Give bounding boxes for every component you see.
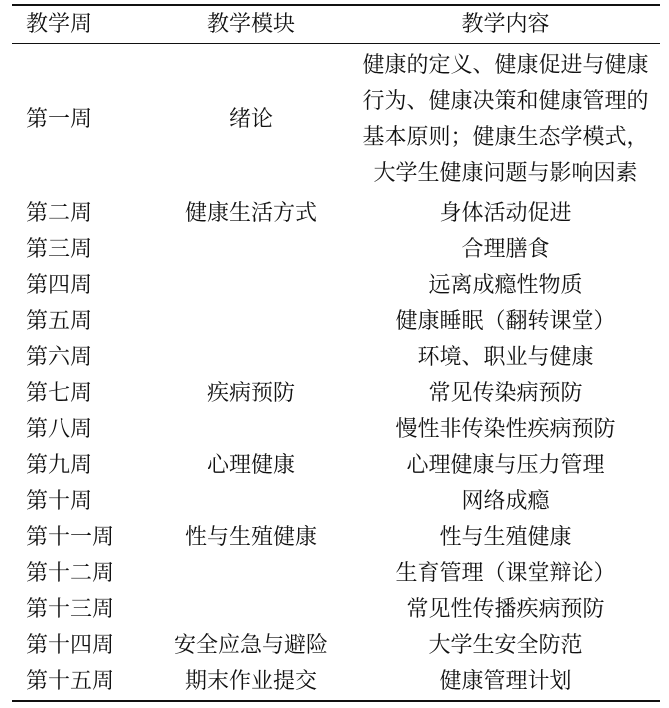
content-line: 常见性传播疾病预防 — [406, 597, 605, 622]
cell-module — [151, 412, 351, 448]
cell-module — [151, 484, 351, 520]
header-row — [12, 5, 660, 44]
cell-week: 第四周 — [26, 273, 93, 298]
cell-content — [351, 340, 660, 376]
table-row — [12, 304, 660, 340]
cell-week: 第十一周 — [26, 525, 115, 550]
cell-week: 第一周 — [26, 107, 93, 132]
content-line: 大学生安全防范 — [428, 633, 583, 658]
table-row — [12, 592, 660, 628]
table-row — [12, 268, 660, 304]
cell-week: 第二周 — [26, 201, 93, 226]
content-line: 生育管理（课堂辩论） — [395, 561, 616, 586]
content-line: 网络成瘾 — [461, 489, 550, 514]
cell-content — [351, 196, 660, 232]
cell-week: 第六周 — [26, 345, 93, 370]
cell-content — [351, 520, 660, 556]
cell-module — [151, 268, 351, 304]
cell-week: 第十五周 — [26, 669, 115, 694]
content-line: 合理膳食 — [461, 237, 550, 262]
content-line: 身体活动促进 — [439, 201, 572, 226]
cell-content — [351, 448, 660, 484]
cell-module: 安全应急与避险 — [173, 633, 328, 658]
table-row — [12, 232, 660, 268]
content-line: 性与生殖健康 — [439, 525, 572, 550]
cell-content — [351, 628, 660, 664]
teaching-schedule-table — [12, 4, 660, 702]
cell-content — [351, 412, 660, 448]
cell-module: 绪论 — [228, 107, 273, 132]
table-row — [12, 44, 660, 197]
cell-module: 期末作业提交 — [184, 669, 317, 694]
table-row — [12, 556, 660, 592]
cell-content — [351, 484, 660, 520]
content-line: 常见传染病预防 — [428, 381, 583, 406]
content-line: 慢性非传染性疾病预防 — [395, 417, 616, 442]
cell-module: 疾病预防 — [206, 381, 295, 406]
cell-module — [151, 232, 351, 268]
cell-week: 第十三周 — [26, 597, 115, 622]
cell-week: 第三周 — [26, 237, 93, 262]
table-row — [12, 340, 660, 376]
cell-module — [151, 592, 351, 628]
table-header — [12, 5, 660, 44]
cell-content — [351, 304, 660, 340]
cell-content — [351, 232, 660, 268]
table-row — [12, 664, 660, 701]
cell-week: 第十二周 — [26, 561, 115, 586]
content-line: 行为、健康决策和健康管理的 — [362, 89, 649, 114]
header-week: 教学周 — [26, 11, 93, 37]
header-module: 教学模块 — [206, 11, 295, 37]
schedule-table-wrapper — [12, 4, 660, 702]
content-line: 心理健康与压力管理 — [406, 453, 605, 478]
cell-week: 第九周 — [26, 453, 93, 478]
content-line: 环境、职业与健康 — [417, 345, 594, 370]
cell-content — [351, 592, 660, 628]
cell-content — [351, 664, 660, 701]
content-line: 大学生健康问题与影响因素 — [373, 161, 638, 186]
cell-content — [351, 268, 660, 304]
cell-module: 健康生活方式 — [184, 201, 317, 226]
cell-week: 第五周 — [26, 309, 93, 334]
table-row — [12, 628, 660, 664]
cell-week: 第八周 — [26, 417, 93, 442]
table-row — [12, 412, 660, 448]
cell-module — [151, 340, 351, 376]
content-line: 健康管理计划 — [439, 669, 572, 694]
cell-module: 性与生殖健康 — [184, 525, 317, 550]
table-row — [12, 484, 660, 520]
content-line: 健康的定义、健康促进与健康 — [362, 53, 649, 78]
cell-content — [351, 556, 660, 592]
table-body — [12, 44, 660, 702]
header-content: 教学内容 — [461, 11, 550, 37]
table-row — [12, 448, 660, 484]
content-line: 健康睡眠（翻转课堂） — [395, 309, 616, 334]
cell-content — [351, 376, 660, 412]
cell-module: 心理健康 — [206, 453, 295, 478]
cell-module — [151, 556, 351, 592]
content-line: 远离成瘾性物质 — [428, 273, 583, 298]
table-row — [12, 376, 660, 412]
content-line: 基本原则；健康生态学模式， — [362, 125, 649, 150]
cell-module — [151, 304, 351, 340]
cell-content — [351, 44, 660, 197]
cell-week: 第十四周 — [26, 633, 115, 658]
cell-week: 第七周 — [26, 381, 93, 406]
table-row — [12, 520, 660, 556]
cell-week: 第十周 — [26, 489, 93, 514]
table-row — [12, 196, 660, 232]
